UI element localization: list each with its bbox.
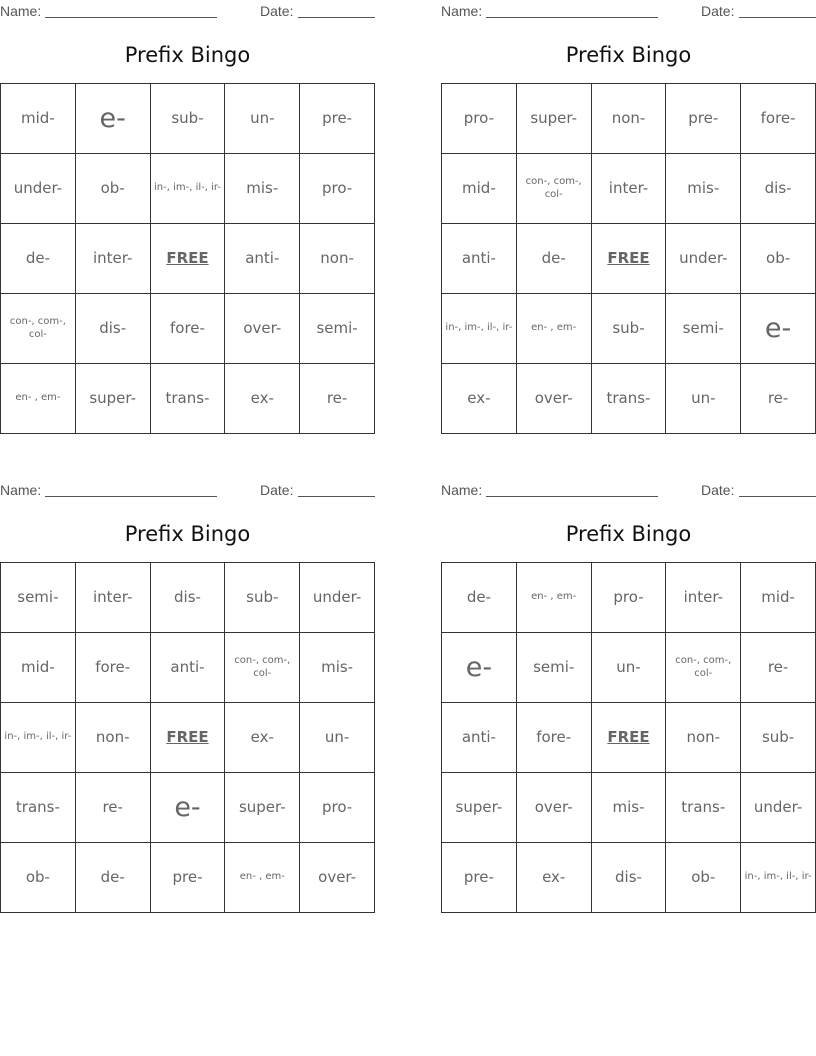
bingo-cell[interactable]: re- [741,633,816,703]
bingo-cell[interactable]: de- [516,224,591,294]
name-blank-line[interactable] [486,496,658,497]
bingo-cell[interactable]: de- [75,843,150,913]
bingo-cell[interactable]: sub- [591,294,666,364]
grid-row [442,154,816,224]
bingo-cell[interactable]: re- [741,364,816,434]
bingo-cell[interactable]: super- [516,84,591,154]
grid-row [1,563,375,633]
bingo-cell[interactable]: anti- [442,703,517,773]
bingo-cell[interactable]: fore- [150,294,225,364]
bingo-cell[interactable]: fore- [516,703,591,773]
name-label: Name: [441,482,483,498]
bingo-cell[interactable]: ex- [516,843,591,913]
bingo-cell[interactable]: non- [75,703,150,773]
bingo-cell[interactable]: under- [741,773,816,843]
bingo-cell[interactable]: under- [1,154,76,224]
bingo-cell[interactable]: semi- [1,563,76,633]
bingo-cell[interactable]: ex- [225,703,300,773]
grid-row [1,154,375,224]
bingo-cell[interactable]: over- [225,294,300,364]
grid-row [1,294,375,364]
bingo-cell[interactable]: en- , em- [516,294,591,364]
card-header [441,3,816,19]
name-label: Name: [441,3,483,19]
bingo-cell[interactable]: e- [442,633,517,703]
free-space[interactable]: FREE [150,224,225,294]
bingo-cell[interactable]: trans- [591,364,666,434]
bingo-cell[interactable]: super- [225,773,300,843]
card-title: Prefix Bingo [124,43,251,67]
bingo-cell[interactable]: con-, com-, col- [225,633,300,703]
date-blank-line[interactable] [739,496,816,497]
bingo-cell[interactable]: fore- [741,84,816,154]
bingo-cell[interactable]: over- [516,773,591,843]
bingo-cell[interactable]: trans- [1,773,76,843]
bingo-cell[interactable]: mis- [225,154,300,224]
card-header [441,482,816,498]
card-title: Prefix Bingo [565,43,692,67]
bingo-cell[interactable]: dis- [741,154,816,224]
name-blank-line[interactable] [45,17,217,18]
bingo-grid [0,83,375,434]
bingo-cell[interactable]: sub- [741,703,816,773]
bingo-cell[interactable]: pre- [150,843,225,913]
grid-row [442,84,816,154]
bingo-cell[interactable]: un- [666,364,741,434]
bingo-cell[interactable]: ob- [741,224,816,294]
free-space[interactable]: FREE [150,703,225,773]
bingo-cell[interactable]: anti- [225,224,300,294]
grid-row [442,633,816,703]
name-label: Name: [0,3,42,19]
bingo-cell[interactable]: inter- [75,563,150,633]
bingo-cell[interactable]: un- [225,84,300,154]
date-label: Date: [260,3,294,19]
bingo-cell[interactable]: mis- [666,154,741,224]
bingo-cell[interactable]: semi- [300,294,375,364]
bingo-cell[interactable]: con-, com-, col- [516,154,591,224]
bingo-cell[interactable]: pre- [442,843,517,913]
card-title: Prefix Bingo [124,522,251,546]
bingo-cell[interactable]: over- [300,843,375,913]
bingo-cell[interactable]: pro- [591,563,666,633]
grid-row [1,633,375,703]
bingo-cell[interactable]: in-, im-, il-, ir- [150,154,225,224]
name-label: Name: [0,482,42,498]
bingo-cell[interactable]: non- [591,84,666,154]
bingo-grid [441,83,816,434]
date-label: Date: [701,482,735,498]
grid-row [1,703,375,773]
grid-row [1,224,375,294]
bingo-cell[interactable]: non- [300,224,375,294]
bingo-cell[interactable]: in-, im-, il-, ir- [1,703,76,773]
bingo-cell[interactable]: inter- [75,224,150,294]
grid-row [1,84,375,154]
bingo-cell[interactable]: ob- [75,154,150,224]
bingo-cell[interactable]: super- [442,773,517,843]
bingo-cell[interactable]: ob- [1,843,76,913]
bingo-cell[interactable]: semi- [516,633,591,703]
bingo-cell[interactable]: trans- [666,773,741,843]
grid-row [442,294,816,364]
bingo-cell[interactable]: pre- [300,84,375,154]
date-label: Date: [260,482,294,498]
bingo-cell[interactable]: un- [300,703,375,773]
grid-row [1,773,375,843]
bingo-cell[interactable]: dis- [591,843,666,913]
bingo-cell[interactable]: pro- [300,773,375,843]
bingo-cell[interactable]: e- [150,773,225,843]
bingo-cell[interactable]: anti- [442,224,517,294]
grid-row [442,563,816,633]
grid-row [1,364,375,434]
bingo-cell[interactable]: ex- [442,364,517,434]
free-space[interactable]: FREE [591,703,666,773]
bingo-cell[interactable]: en- , em- [516,563,591,633]
bingo-grid [441,562,816,913]
bingo-cell[interactable]: ex- [225,364,300,434]
name-blank-line[interactable] [45,496,217,497]
bingo-cell[interactable]: anti- [150,633,225,703]
bingo-cell[interactable]: en- , em- [1,364,76,434]
bingo-cell[interactable]: pro- [442,84,517,154]
bingo-grid [0,562,375,913]
bingo-cell[interactable]: in-, im-, il-, ir- [442,294,517,364]
bingo-cell[interactable]: de- [1,224,76,294]
bingo-cell[interactable]: over- [516,364,591,434]
bingo-cell[interactable]: un- [591,633,666,703]
bingo-cell[interactable]: pro- [300,154,375,224]
bingo-cell[interactable]: en- , em- [225,843,300,913]
grid-row [1,843,375,913]
card-header [0,3,375,19]
name-blank-line[interactable] [486,17,658,18]
bingo-cell[interactable]: con-, com-, col- [1,294,76,364]
bingo-cell[interactable]: dis- [75,294,150,364]
bingo-cell[interactable]: fore- [75,633,150,703]
bingo-cell[interactable]: re- [75,773,150,843]
bingo-cell[interactable]: e- [741,294,816,364]
bingo-cell[interactable]: re- [300,364,375,434]
bingo-cell[interactable]: e- [75,84,150,154]
date-blank-line[interactable] [298,496,375,497]
bingo-cell[interactable]: under- [300,563,375,633]
date-blank-line[interactable] [739,17,816,18]
bingo-cell[interactable]: dis- [150,563,225,633]
card-title: Prefix Bingo [565,522,692,546]
free-space[interactable]: FREE [591,224,666,294]
bingo-cell[interactable]: mid- [442,154,517,224]
bingo-cell[interactable]: sub- [150,84,225,154]
bingo-cell[interactable]: mid- [1,84,76,154]
bingo-cell[interactable]: sub- [225,563,300,633]
bingo-cell[interactable]: semi- [666,294,741,364]
date-label: Date: [701,3,735,19]
grid-row [442,224,816,294]
grid-row [442,843,816,913]
bingo-cell[interactable]: mid- [1,633,76,703]
bingo-cell[interactable]: con-, com-, col- [666,633,741,703]
bingo-cell[interactable]: inter- [591,154,666,224]
bingo-cell[interactable]: non- [666,703,741,773]
card-header [0,482,375,498]
bingo-cell[interactable]: inter- [666,563,741,633]
grid-row [442,703,816,773]
bingo-cell[interactable]: in-, im-, il-, ir- [741,843,816,913]
bingo-cell[interactable]: mis- [300,633,375,703]
bingo-cell[interactable]: trans- [150,364,225,434]
bingo-cell[interactable]: super- [75,364,150,434]
bingo-cell[interactable]: mid- [741,563,816,633]
bingo-cell[interactable]: ob- [666,843,741,913]
bingo-cell[interactable]: de- [442,563,517,633]
grid-row [442,773,816,843]
bingo-cell[interactable]: mis- [591,773,666,843]
date-blank-line[interactable] [298,17,375,18]
grid-row [442,364,816,434]
bingo-cell[interactable]: under- [666,224,741,294]
bingo-cell[interactable]: pre- [666,84,741,154]
